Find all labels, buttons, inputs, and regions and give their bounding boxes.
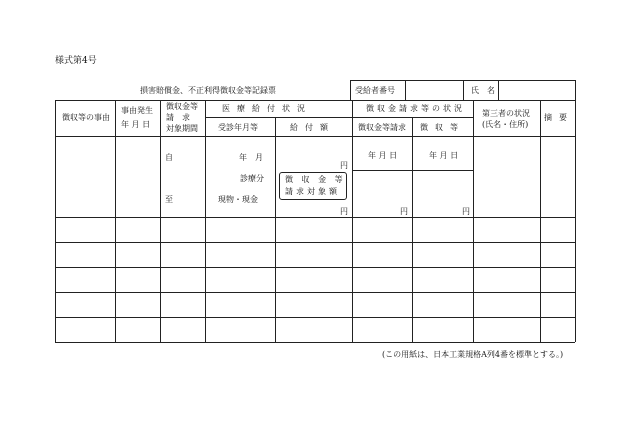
header-collection-reason: 徴収等の事由: [62, 113, 110, 122]
to-label: 至: [165, 195, 173, 204]
form-title: 損害賠償金、不正利得徴収金等記録票: [140, 86, 276, 95]
header-claim-col: 徴収金等請求: [358, 123, 406, 132]
yen-collect: 円: [462, 207, 470, 216]
header-claim-period-2: 請 求: [166, 113, 190, 122]
header-occurrence-date-2: 年 月 日: [121, 120, 151, 129]
footer-note: (この用紙は、日本工業規格A列4番を標準とする。): [382, 350, 564, 359]
table-top: [55, 100, 575, 101]
name-label: 氏 名: [471, 86, 495, 95]
header-claim-period-1: 徴収金等: [166, 102, 198, 111]
form-number: 様式第4号: [55, 56, 97, 66]
bracket-line-1: 徴 収 金 等: [285, 175, 346, 184]
header-third-party-2: (氏名・住所): [482, 120, 529, 129]
ymd-collect: 年 月 日: [429, 151, 459, 160]
yen-benefit-bottom: 円: [340, 207, 348, 216]
header-third-party-1: 第三者の状況: [482, 109, 530, 118]
header-occurrence-date-1: 事由発生: [121, 106, 153, 115]
ymd-claim: 年 月 日: [368, 151, 398, 160]
header-claim-period-3: 対象期間: [166, 124, 198, 133]
header-treatment-month: 受診年月等: [218, 123, 258, 132]
header-claim-status: 徴収金請求等の状況: [366, 104, 465, 113]
name-field[interactable]: [499, 81, 574, 99]
header-benefit-amount: 給付額: [290, 123, 335, 132]
year-month-label: 年 月: [239, 153, 263, 162]
header-remarks: 摘要: [544, 113, 574, 122]
header-collection-col: 徴収等: [420, 123, 465, 132]
recipient-number-field[interactable]: [406, 81, 462, 99]
yen-claim: 円: [400, 207, 408, 216]
yen-benefit-top: 円: [340, 161, 348, 170]
treatment-portion-label: 診療分: [240, 174, 264, 183]
recipient-number-label: 受給者番号: [355, 86, 395, 95]
bracket-line-2: 請求対象額: [285, 187, 340, 196]
from-label: 自: [165, 153, 173, 162]
in-kind-cash-label: 現物・現金: [218, 195, 258, 204]
header-medical-status: 医療給付状況: [222, 104, 312, 113]
